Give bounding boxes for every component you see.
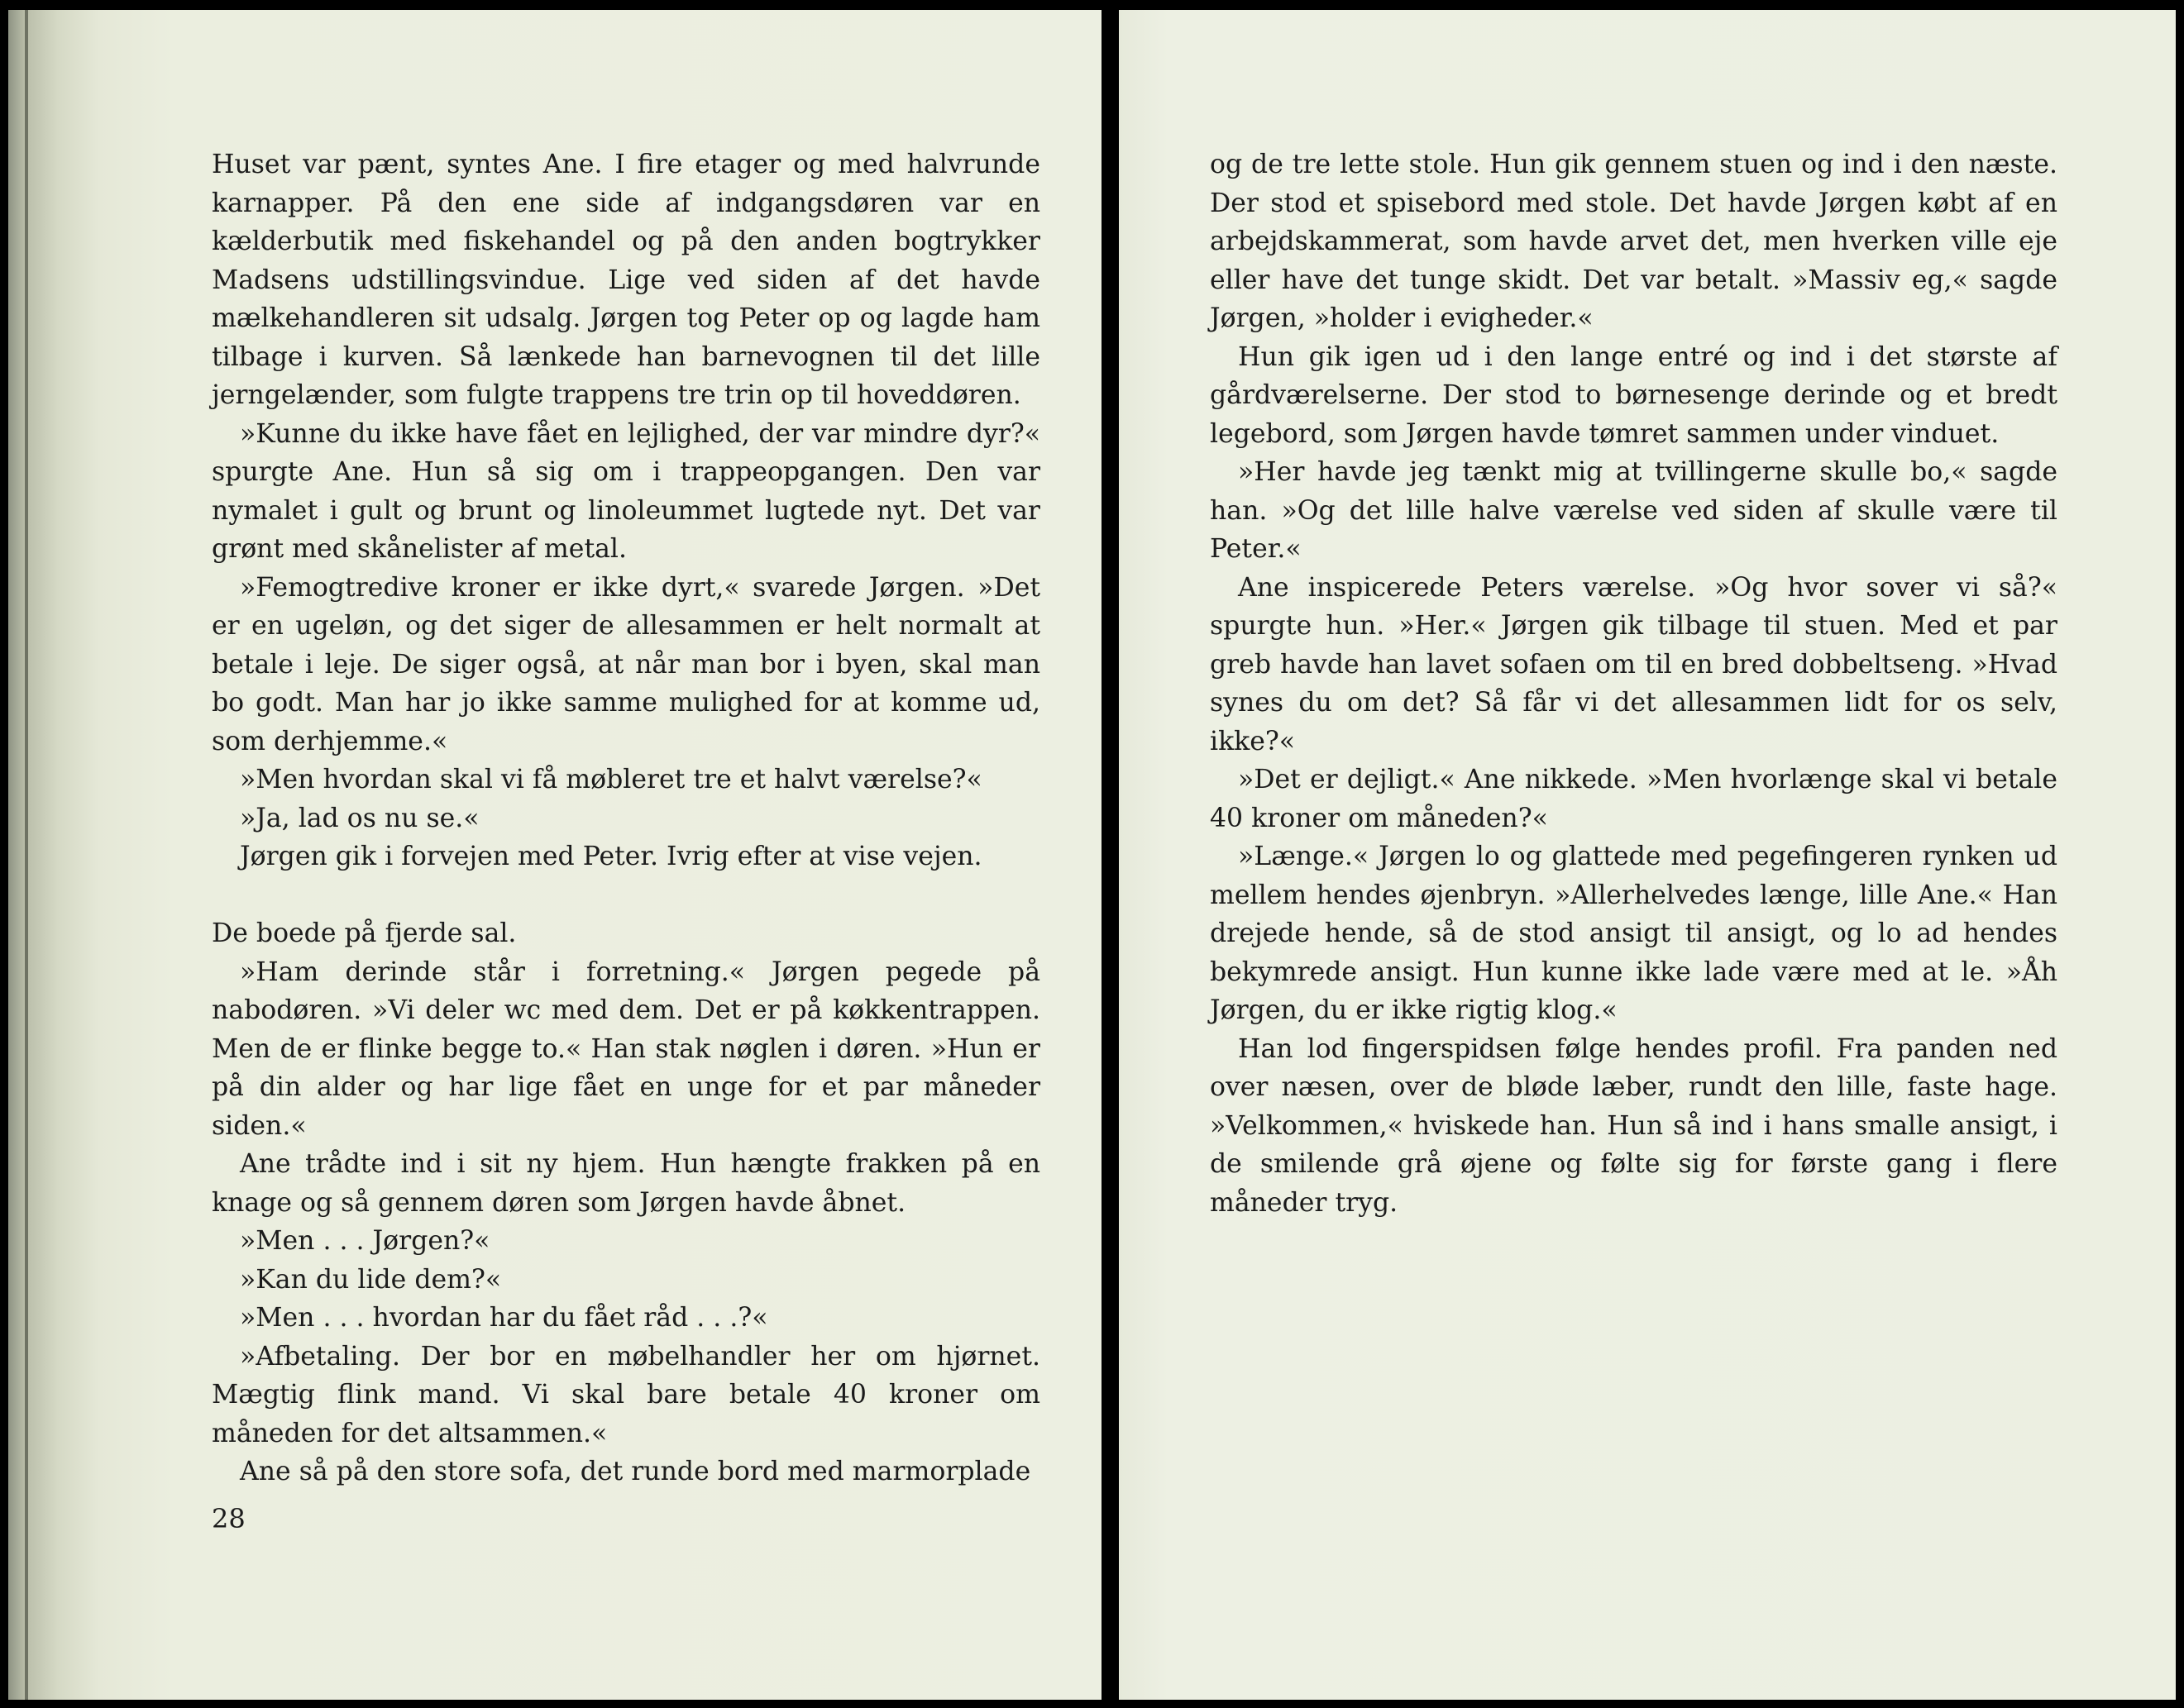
paragraph: Jørgen gik i forvejen med Peter. Ivrig efter at vise vejen. [240,842,982,871]
paragraph: Huset var pænt, syntes Ane. I fire etager og med halvrunde karnapper. På den ene side af indgangsdøren var en kælderbutik med fiskehandel og på den anden bogtrykker Madsens udstillingsvindue. Lige ved siden af det havde mælkehandleren sit udsalg. Jørgen tog Peter op og lagde ham tilbage i kurven. Så lænkede han barnevognen til det lille jerngelænder, som fulgte trappens tre trin op til hoveddøren. [212,150,1040,410]
paragraph: »Afbetaling. Der bor en møbelhandler her om hjørnet. Mægtig flink mand. Vi skal bare betale 40 kroner om måneden for det altsammen.« [212,1341,1040,1448]
paragraph: og de tre lette stole. Hun gik gennem stuen og ind i den næste. Der stod et spisebord med stole. Det havde Jørgen købt af en arbejdskammerat, som havde arvet det, men hverken ville eje eller have det tunge skidt. Det var betalt. »Massiv eg,« sagde Jørgen, »holder i evigheder.« [1210,150,2057,333]
paragraph: Han lod fingerspidsen følge hendes profil. Fra panden ned over næsen, over de bløde læber, rundt den lille, faste hage. »Velkommen,« hviskede han. Hun så ind i hans smalle ansigt, i de smilende grå øjene og følte sig for første gang i flere måneder tryg. [1210,1033,2057,1218]
paragraph: »Ja, lad os nu se.« [240,803,480,833]
paragraph: Hun gik igen ud i den lange entré og ind i det største af gårdværelserne. Der stod to børnesenge derinde og et bredt legebord, som Jørgen havde tømret sammen under vinduet. [1210,341,2057,449]
paragraph: Ane inspicerede Peters værelse. »Og hvor sover vi så?« spurgte hun. »Her.« Jørgen gik tilbage til stuen. Med et par greb havde han lavet sofaen om til en bred dobbeltseng. »Hvad synes du om det? Så får vi det allesammen lidt for os selv, ikke?« [1210,572,2057,756]
paragraph: »Længe.« Jørgen lo og glattede med pegefingeren rynken ud mellem hendes øjenbryn. »Allerhelvedes længe, lille Ane.« Han drejede hende, så de stod ansigt til ansigt, og lo ad hendes bekymrede ansigt. Hun kunne ikke lade være med at le. »Åh Jørgen, du er ikke rigtig klog.« [1210,842,2057,1025]
paragraph: Ane så på den store sofa, det runde bord med marmorplade [240,1457,1031,1486]
paragraph: »Femogtredive kroner er ikke dyrt,« svarede Jørgen. »Det er en ugeløn, og det siger de allesammen er helt normalt at betale i leje. De siger også, at når man bor i byen, skal man bo godt. Man har jo ikke samme mulighed for at komme ud, som derhjemme.« [212,572,1040,756]
right-page-text [1210,146,2057,1222]
paragraph: »Det er dejligt.« Ane nikkede. »Men hvorlænge skal vi betale 40 kroner om måneden?« [1210,765,2057,833]
right-page [1119,10,2176,1700]
paragraph: »Kan du lide dem?« [240,1264,502,1295]
paragraph: »Men . . . Jørgen?« [240,1226,490,1256]
paragraph: »Ham derinde står i forretning.« Jørgen pegede på nabodøren. »Vi deler wc med dem. Det er på køkkentrappen. Men de er flinke begge to.« Han stak nøglen i døren. »Hun er på din alder og har lige fået en unge for et par måneder siden.« [212,957,1040,1141]
paragraph: »Her havde jeg tænkt mig at tvillingerne skulle bo,« sagde han. »Og det lille halve værelse ved siden af skulle være til Peter.« [1210,457,2057,564]
paragraph: De boede på fjerde sal. [212,918,517,948]
paragraph: »Men . . . hvordan har du fået råd . . .?« [240,1303,768,1333]
paragraph: »Kunne du ikke have fået en lejlighed, der var mindre dyr?« spurgte Ane. Hun så sig om i trappeopgangen. Den var nymalet i gult og brunt og linoleummet lugtede nyt. Det var grønt med skånelister af metal. [212,418,1040,564]
left-page [8,10,1102,1700]
page-number: 28 [212,1503,246,1534]
paragraph: Ane trådte ind i sit ny hjem. Hun hængte frakken på en knage og så gennem døren som Jørgen havde åbnet. [212,1149,1040,1218]
left-page-text [212,146,1040,1491]
paragraph: »Men hvordan skal vi få møbleret tre et halvt værelse?« [240,765,982,794]
spine-edge [25,10,28,1700]
